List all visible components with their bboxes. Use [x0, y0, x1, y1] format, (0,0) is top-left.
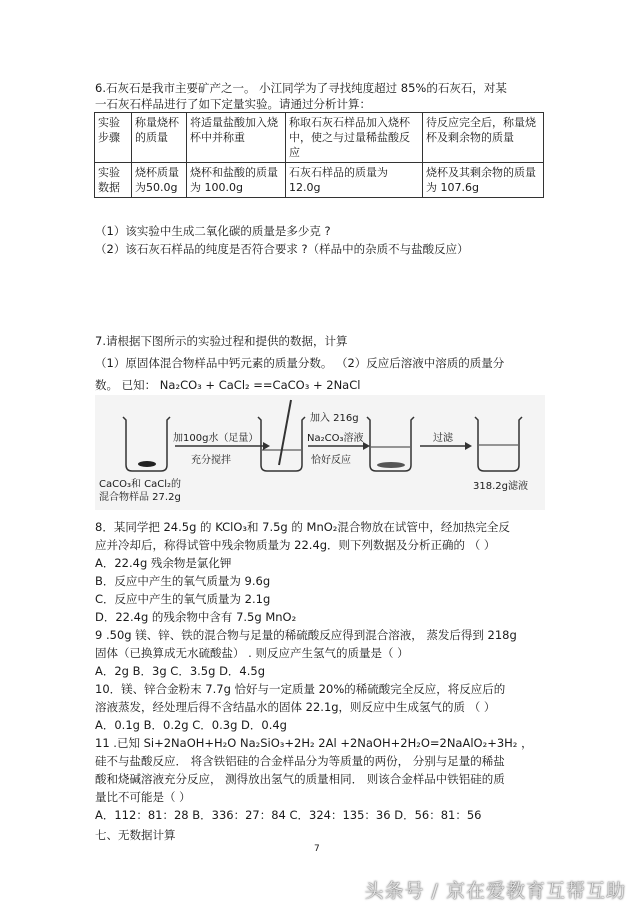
q11-options: A．112：81：28 B．336：27：84 C．324：135：36 D．56：81：56	[95, 808, 482, 822]
q9-options: A．2g B．3g C．3.5g D．4.5g	[95, 664, 266, 678]
water-label: 加100g水（足量）	[173, 433, 259, 444]
q7-line2: 数。 已知： Na₂CO₃ + CaCl₂ ==CaCO₃ + 2NaCl	[95, 378, 361, 392]
q10-options: A．0.1g B．0.2g C．0.3g D．0.4g	[95, 718, 287, 732]
table-cell: 石灰石样品的质量为12.0g	[286, 163, 423, 198]
q11-line3: 酸和烧碱溶液充分反应， 测得放出氢气的质量相同． 则该合金样品中铁铝硅的质	[95, 772, 505, 786]
table-cell: 称取石灰石样品加入烧杯中，使之与过量稀盐酸反应	[286, 113, 423, 163]
table-cell: 烧杯及其剩余物的质量为 107.6g	[423, 163, 544, 198]
q6-sub1: （1）该实验中生成二氧化碳的质量是多少克 ?	[95, 224, 331, 238]
filtrate-label: 318.2g滤液	[473, 481, 528, 492]
beaker-3	[367, 417, 414, 471]
q9-line2: 固体（已换算成无水硫酸盐） . 则反应产生氢气的质量是（ ）	[95, 646, 409, 660]
reagent-label: Na₂CO₃溶液	[307, 433, 364, 444]
q7-line1: （1）原固体混合物样品中钙元素的质量分数。 （2）反应后溶液中溶质的质量分	[95, 356, 505, 370]
q6-intro-line2: 一石灰石样品进行了如下定量实验。请通过分析计算：	[95, 97, 371, 111]
table-cell: 将适量盐酸加入烧杯中并称重	[187, 113, 286, 163]
q11-line2: 硅不与盐酸反应． 将含铁铝硅的合金样品分为等质量的两份， 分别与足量的稀盐	[95, 754, 505, 768]
sample-mass-label: 混合物样品 27.2g	[99, 492, 181, 503]
q8-line1: 8．某同学把 24.5g 的 KClO₃和 7.5g 的 MnO₂混合物放在试管中，经加热完全反	[95, 520, 510, 534]
q9-line1: 9 .50g 镁、锌、铁的混合物与足量的稀硫酸反应得到混合溶液， 蒸发后得到 218g	[95, 628, 517, 642]
table-cell: 待反应完全后，称量烧杯及剩余物的质量	[423, 113, 544, 163]
q8-option-d: D．22.4g 的残余物中含有 7.5g MnO₂	[95, 610, 297, 624]
filter-label: 过滤	[433, 433, 453, 444]
watermark: 头条号 / 京在爱教育互帮互助	[364, 880, 626, 902]
beaker-4	[475, 417, 522, 471]
beaker-1	[123, 417, 170, 471]
section-heading: 七、无数据计算	[95, 828, 176, 842]
table-cell: 实验数据	[95, 163, 132, 198]
stir-label: 充分搅拌	[191, 455, 231, 466]
q6-sub2: （2）该石灰石样品的纯度是否符合要求 ?（样品中的杂质不与盐酸反应）	[95, 242, 469, 256]
q8-option-c: C．反应中产生的氧气质量为 2.1g	[95, 592, 271, 606]
q8-option-b: B．反应中产生的氧气质量为 9.6g	[95, 574, 271, 588]
q8-line2: 应并冷却后，称得试管中残余物质量为 22.4g．则下列数据及分析正确的 （ ）	[95, 538, 496, 552]
table-cell: 烧杯和盐酸的质量为 100.0g	[187, 163, 286, 198]
table-row	[95, 113, 544, 163]
add-label: 加入 216g	[310, 413, 359, 424]
q6-intro-line1: 6.石灰石是我市主要矿产之一。 小江同学为了寻找纯度超过 85%的石灰石，对某	[95, 81, 507, 95]
q11-line4: 量比不可能是（ ）	[95, 790, 191, 804]
q10-line2: 溶液蒸发，经处理后得不含结晶水的固体 22.1g，则反应中生成氢气的质 （ ）	[95, 700, 496, 714]
page-number: 7	[314, 844, 320, 854]
q8-option-a: A．22.4g 残余物是氯化钾	[95, 556, 232, 570]
q7-title: 7.请根据下图所示的实验过程和提供的数据，计算	[95, 334, 348, 348]
sample-label: CaCO₃和 CaCl₂的	[99, 479, 182, 490]
q7-experiment-figure	[95, 395, 545, 510]
table-cell: 称量烧杯的质量	[132, 113, 187, 163]
table-row	[95, 163, 544, 198]
beaker-2	[258, 400, 305, 471]
table-cell: 烧杯质量为50.0g	[132, 163, 187, 198]
table-cell: 实验步骤	[95, 113, 132, 163]
react-label: 恰好反应	[311, 455, 351, 466]
q11-line1: 11 .已知 Si+2NaOH+H₂O Na₂SiO₃+2H₂ 2Al +2NaOH+2H₂O=2NaAlO₂+3H₂ ，	[95, 736, 533, 750]
q6-experiment-table	[94, 112, 544, 198]
q10-line1: 10．镁、锌合金粉末 7.7g 恰好与一定质量 20%的稀硫酸完全反应，将反应后的	[95, 682, 506, 696]
